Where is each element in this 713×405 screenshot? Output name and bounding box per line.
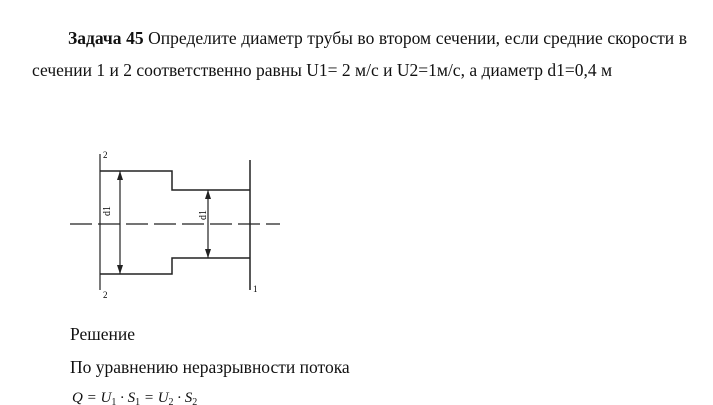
pipe-wide-top [100,171,250,190]
formula-u2: U [157,390,169,405]
arrow-down-left [117,265,123,274]
pipe-diagram [60,140,300,310]
arrow-up-left [117,171,123,180]
solution-title: Решение [70,324,136,344]
label-section-top-left: 2 [103,150,108,160]
problem-text: Определите диаметр трубы во втором сечении, если средние скорости в сечении 1 и 2 соответственно равны U1= 2 м/с и U2=1м/с, а диаметр d1=0,4 м [32,28,688,80]
formula-s1: S [127,390,136,405]
formula-u2-sub: 2 [168,397,174,405]
problem-statement [32,22,687,86]
arrow-down-right [205,249,211,258]
label-section-bottom-right: 1 [253,284,258,294]
formula-s2: S [184,390,193,405]
formula-u1-sub: 1 [111,397,117,405]
label-section-bottom-left: 2 [103,290,108,300]
formula-s1-sub: 1 [135,397,141,405]
problem-label: Задача 45 [68,28,144,48]
formula-s2-sub: 2 [192,397,198,405]
continuity-formula: $Q = U_1 \cdot S_1 = U_2 \cdot S_2$ [72,388,197,405]
formula-u1: U [100,390,112,405]
formula-q: Q [72,390,83,405]
arrow-up-right [205,190,211,199]
label-d1-left: d1 [102,206,113,216]
solution-intro: По уравнению неразрывности потока [70,357,350,377]
label-d1-right: d1 [198,210,209,220]
